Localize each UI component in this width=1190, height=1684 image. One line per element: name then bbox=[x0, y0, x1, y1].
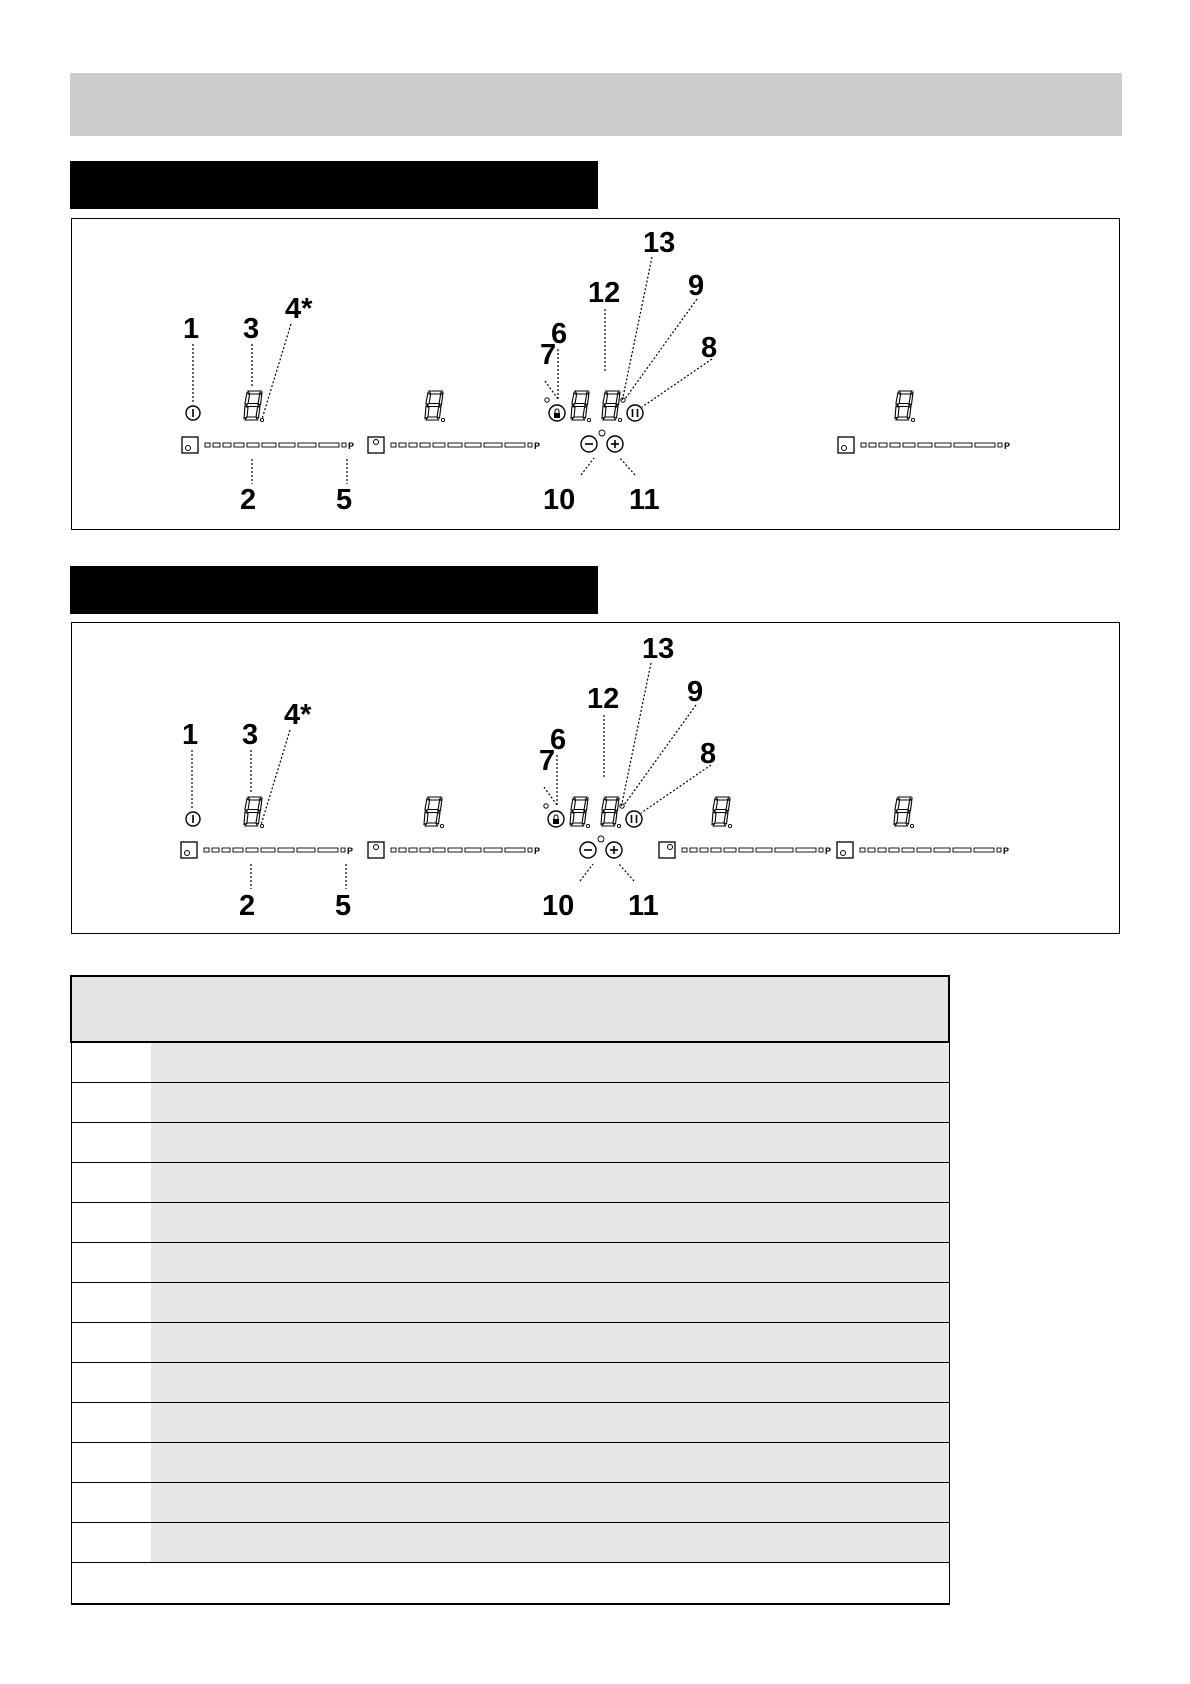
legend-number-cell bbox=[71, 1323, 151, 1363]
legend-row bbox=[71, 1483, 949, 1523]
legend-number-cell bbox=[71, 1443, 151, 1483]
callout-2: 2 bbox=[240, 484, 257, 516]
callout-8: 8 bbox=[700, 738, 717, 770]
callout-7: 7 bbox=[540, 339, 557, 371]
legend-number-cell bbox=[71, 1042, 151, 1083]
zone4-select-button[interactable] bbox=[837, 842, 853, 858]
legend-number-cell bbox=[71, 1123, 151, 1163]
zone3-power-slider[interactable] bbox=[861, 443, 1002, 447]
zone1-power-slider[interactable] bbox=[205, 443, 346, 447]
zone2-digit-display bbox=[425, 391, 445, 422]
timer-digit-right bbox=[601, 797, 621, 828]
zone3-slider-end-label: P bbox=[825, 846, 832, 856]
callout-11: 11 bbox=[629, 484, 660, 516]
callout-5: 5 bbox=[335, 890, 352, 922]
zone4-digit-display bbox=[894, 797, 914, 828]
callout-9: 9 bbox=[688, 270, 705, 302]
legend-row bbox=[71, 1403, 949, 1443]
pause-icon[interactable] bbox=[626, 811, 642, 827]
legend-row bbox=[71, 1203, 949, 1243]
header-bar bbox=[70, 73, 1122, 136]
legend-row bbox=[71, 1283, 949, 1323]
legend-description-cell bbox=[151, 1042, 950, 1083]
timer-digit-left bbox=[570, 797, 590, 828]
zone3-select-button[interactable] bbox=[838, 437, 854, 453]
legend-description-cell bbox=[151, 1323, 950, 1363]
zone4-slider-end-label: P bbox=[1003, 846, 1010, 856]
callout-13: 13 bbox=[643, 227, 676, 259]
lock-indicator-led bbox=[545, 398, 549, 402]
zone1-power-slider[interactable] bbox=[204, 848, 345, 852]
callout-3: 3 bbox=[242, 719, 259, 751]
legend-row bbox=[71, 1363, 949, 1403]
callout-1: 1 bbox=[183, 313, 200, 345]
zone2-slider-end-label: P bbox=[534, 846, 541, 856]
legend-header-cell bbox=[71, 976, 949, 1042]
zone2-power-slider[interactable] bbox=[391, 848, 532, 852]
section-bar-b bbox=[70, 566, 598, 614]
legend-row bbox=[71, 1123, 949, 1163]
legend-description-cell bbox=[151, 1083, 950, 1123]
callout-1: 1 bbox=[182, 719, 199, 751]
timer-digit-right bbox=[602, 391, 622, 422]
zone2-slider-end-label: P bbox=[534, 441, 541, 451]
zone1-select-button[interactable] bbox=[181, 842, 197, 858]
zone1-slider-end-label: P bbox=[347, 846, 354, 856]
pause-icon[interactable] bbox=[627, 405, 643, 421]
timer-digit-left bbox=[571, 391, 591, 422]
legend-number-cell bbox=[71, 1203, 151, 1243]
legend-row bbox=[71, 1243, 949, 1283]
legend-table bbox=[70, 975, 950, 1605]
callout-4: 4* bbox=[285, 293, 313, 325]
callout-13: 13 bbox=[642, 633, 675, 665]
legend-number-cell bbox=[71, 1403, 151, 1443]
callout-2: 2 bbox=[239, 890, 256, 922]
legend-description-cell bbox=[151, 1403, 950, 1443]
callout-12: 12 bbox=[588, 277, 621, 309]
callout-5: 5 bbox=[336, 484, 353, 516]
zone3-slider-end-label: P bbox=[1004, 441, 1011, 451]
legend-row bbox=[71, 1163, 949, 1203]
legend-description-cell bbox=[151, 1483, 950, 1523]
timer-icon bbox=[598, 836, 604, 842]
panel-a-svg bbox=[72, 219, 1121, 531]
legend-footer-cell bbox=[71, 1563, 949, 1605]
callout-3: 3 bbox=[243, 313, 260, 345]
legend-row bbox=[71, 1042, 949, 1083]
legend-description-cell bbox=[151, 1243, 950, 1283]
callout-7: 7 bbox=[539, 745, 556, 777]
legend-description-cell bbox=[151, 1203, 950, 1243]
zone4-power-slider[interactable] bbox=[860, 848, 1001, 852]
callout-12: 12 bbox=[587, 683, 620, 715]
legend-number-cell bbox=[71, 1163, 151, 1203]
zone3-digit-display bbox=[712, 797, 732, 828]
legend-row bbox=[71, 1083, 949, 1123]
legend-number-cell bbox=[71, 1483, 151, 1523]
legend-description-cell bbox=[151, 1363, 950, 1403]
control-panel-diagram-b bbox=[71, 622, 1120, 934]
legend-description-cell bbox=[151, 1123, 950, 1163]
callout-6: 6 bbox=[550, 724, 567, 756]
callout-6: 6 bbox=[551, 318, 568, 350]
zone3-digit-display bbox=[895, 391, 915, 422]
callout-8: 8 bbox=[701, 332, 718, 364]
callout-10: 10 bbox=[543, 484, 576, 516]
legend-number-cell bbox=[71, 1363, 151, 1403]
legend-row bbox=[71, 1323, 949, 1363]
legend-number-cell bbox=[71, 1523, 151, 1563]
control-panel-diagram-a bbox=[71, 218, 1120, 530]
callout-10: 10 bbox=[542, 890, 575, 922]
panel-b-svg bbox=[72, 623, 1121, 935]
zone3-power-slider[interactable] bbox=[682, 848, 823, 852]
callout-9: 9 bbox=[687, 676, 704, 708]
timer-icon bbox=[599, 430, 605, 436]
legend-row bbox=[71, 1523, 949, 1563]
callout-11: 11 bbox=[628, 890, 659, 922]
legend-description-cell bbox=[151, 1443, 950, 1483]
zone3-select-button[interactable] bbox=[659, 842, 675, 858]
callout-4: 4* bbox=[284, 699, 312, 731]
legend-number-cell bbox=[71, 1243, 151, 1283]
legend-description-cell bbox=[151, 1163, 950, 1203]
zone1-select-button[interactable] bbox=[182, 437, 198, 453]
zone2-digit-display bbox=[424, 797, 444, 828]
zone2-power-slider[interactable] bbox=[391, 443, 532, 447]
section-bar-a bbox=[70, 161, 598, 209]
lock-indicator-led bbox=[544, 804, 548, 808]
legend-description-cell bbox=[151, 1283, 950, 1323]
zone1-slider-end-label: P bbox=[348, 441, 355, 451]
legend-footer-row bbox=[71, 1563, 949, 1605]
zone1-digit-display bbox=[244, 391, 264, 422]
legend-row bbox=[71, 1443, 949, 1483]
legend-number-cell bbox=[71, 1083, 151, 1123]
legend-number-cell bbox=[71, 1283, 151, 1323]
legend-table-container bbox=[70, 975, 950, 1605]
zone1-digit-display bbox=[244, 797, 264, 828]
legend-description-cell bbox=[151, 1523, 950, 1563]
